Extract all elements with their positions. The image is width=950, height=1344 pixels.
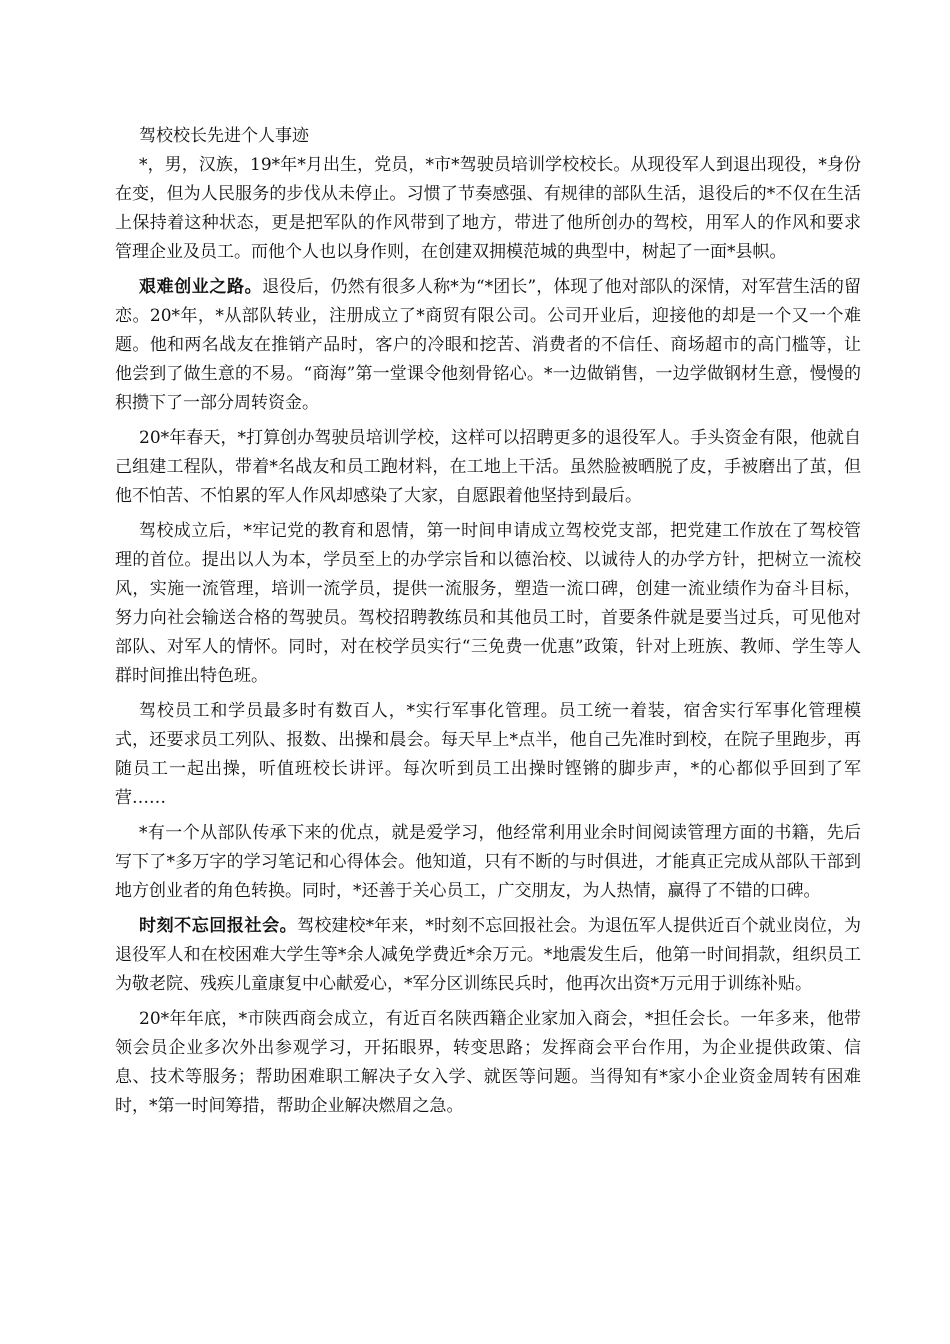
paragraph-text: 驾校成立后，*牢记党的教育和恩情，第一时间申请成立驾校党支部，把党建工作放在了驾校管理的首位。提出以人为本，学员至上的办学宗旨和以德治校、以诚待人的办学方针，把树立一流校风，实施一流管理，培训一流学员，提供一流服务，塑造一流口碑，创建一流业绩作为奋斗目标，努力向社会输送合格的驾驶员。驾校招聘教练员和其他员工时，首要条件就是要当过兵，可见他对部队、对军人的情怀。同时，对在校学员实行“三免费一优惠”政策，针对上班族、教师、学生等人群时间推出特色班。 <box>115 521 861 686</box>
document-body <box>115 122 861 1127</box>
paragraph-chamber-of-commerce <box>115 1005 861 1121</box>
paragraph-text: 驾校建校*年来，*时刻不忘回报社会。为退伍军人提供近百个就业岗位，为退役军人和在校困难大学生等*余人减免学费近*余万元。*地震发生后，他第一时间捐款，组织员工为敬老院、残疾儿童康复中心献爱心，*军分区训练民兵时，他再次出资*万元用于训练补贴。 <box>115 916 861 994</box>
paragraph-learning <box>115 819 861 906</box>
paragraph-text: 驾校员工和学员最多时有数百人，*实行军事化管理。员工统一着装，宿舍实行军事化管理模式，还要求员工列队、报数、出操和晨会。每天早上*点半，他自己先准时到校，在院子里跑步，再随员工一起出操，听值班校长讲评。每次听到员工出操时铿锵的脚步声，*的心都似乎回到了军营…… <box>115 701 861 808</box>
paragraph-giving-back <box>115 912 861 999</box>
paragraph-text: 20*年年底，*市陕西商会成立，有近百名陕西籍企业家加入商会，*担任会长。一年多来，他带领会员企业多次外出参观学习，开拓眼界，转变思路；发挥商会平台作用，为企业提供政策、信息、技术等服务；帮助困难职工解决子女入学、就医等问题。当得知有*家小企业资金周转有困难时，*第一时间筹措，帮助企业解决燃眉之急。 <box>115 1009 861 1116</box>
paragraph-intro <box>115 151 861 267</box>
paragraph-text: 退役后，仍然有很多人称*为“*团长”，体现了他对部队的深情，对军营生活的留恋。20*年，*从部队转业，注册成立了*商贸有限公司。公司开业后，迎接他的却是一个又一个难题。他和两名战友在推销产品时，客户的冷眼和挖苦、消费者的不信任、商场超市的高门槛等，让他尝到了做生意的不易。“商海”第一堂课令他刻骨铭心。*一边做销售，一边学做钢材生意，慢慢的积攒下了一部分周转资金。 <box>115 277 861 413</box>
paragraph-entrepreneurship <box>115 273 861 418</box>
document-title: 驾校校长先进个人事迹 <box>139 126 309 146</box>
paragraph-heading: 艰难创业之路。 <box>139 277 263 297</box>
paragraph-military-management <box>115 697 861 813</box>
paragraph-heading: 时刻不忘回报社会。 <box>139 916 298 936</box>
paragraph-party-building <box>115 517 861 691</box>
paragraph-text: 20*年春天，*打算创办驾驶员培训学校，这样可以招聘更多的退役军人。手头资金有限，他就自己组建工程队，带着*名战友和员工跑材料，在工地上干活。虽然脸被晒脱了皮，手被磨出了茧，但他不怕苦、不怕累的军人作风却感染了大家，自愿跟着他坚持到最后。 <box>115 428 861 506</box>
paragraph-founding-school <box>115 424 861 511</box>
paragraph-text: *，男，汉族，19*年*月出生，党员，*市*驾驶员培训学校校长。从现役军人到退出现役，*身份在变，但为人民服务的步伐从未停止。习惯了节奏感强、有规律的部队生活，退役后的*不仅在生活上保持着这种状态，更是把军队的作风带到了地方，带进了他所创办的驾校，用军人的作风和要求管理企业及员工。而他个人也以身作则，在创建双拥模范城的典型中，树起了一面*县帜。 <box>115 155 861 262</box>
paragraph-text: *有一个从部队传承下来的优点，就是爱学习，他经常利用业余时间阅读管理方面的书籍，先后写下了*多万字的学习笔记和心得体会。他知道，只有不断的与时俱进，才能真正完成从部队干部到地方创业者的角色转换。同时，*还善于关心员工，广交朋友，为人热情，赢得了不错的口碑。 <box>115 823 861 901</box>
